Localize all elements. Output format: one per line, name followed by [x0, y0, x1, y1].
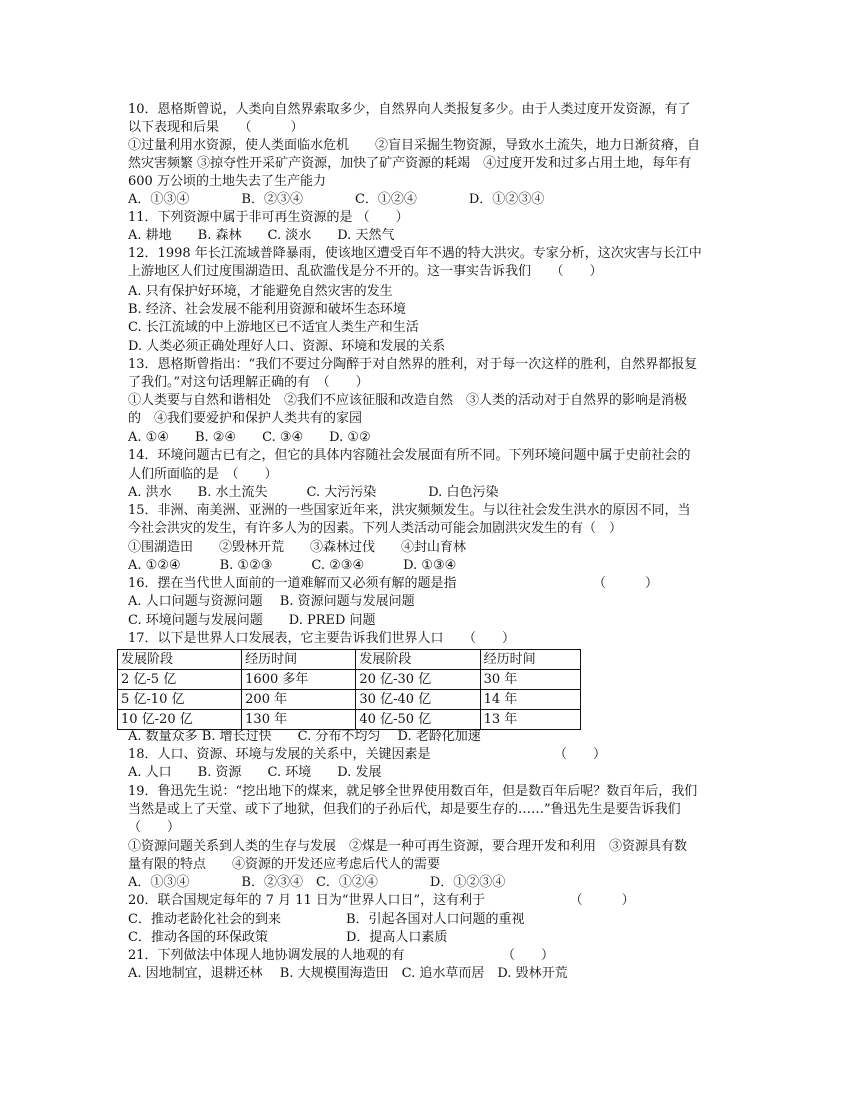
table-cell: 130 年 [242, 710, 356, 730]
population-table [117, 649, 581, 730]
q16-options-2: C. 环境问题与发展问题 D. PRED 问题 [128, 613, 376, 628]
table-header-cell: 经历时间 [480, 650, 580, 670]
q12-option-b: B. 经济、社会发展不能利用资源和破坏生态环境 [128, 302, 406, 317]
table-cell: 10 亿-20 亿 [118, 710, 242, 730]
q11-stem: 11．下列资源中属于非可再生资源的是 （ ） [128, 210, 409, 225]
q10-line-1: 10．恩格斯曾说，人类向自然界索取多少，自然界向人类报复多少。由于人类过度开发资源，有了 [128, 102, 691, 117]
q19-options: A．①③④ B．②③④ C．①②④ D．①②③④ [128, 875, 506, 890]
q20-options-2: C．推动各国的环保政策 D．提高人口素质 [128, 930, 448, 945]
q16-options-1: A. 人口问题与资源问题 B. 资源问题与发展问题 [128, 594, 415, 609]
table-row [118, 710, 581, 730]
q10-line-4: 然灾害频繁 ③掠夺性开采矿产资源，加快了矿产资源的耗竭 ④过度开发和过多占用土地，每年有 [128, 156, 692, 171]
q21-options: A. 因地制宜，退耕还林 B. 大规模围海造田 C. 追水草而居 D. 毁林开荒 [128, 966, 568, 981]
table-cell: 1600 多年 [242, 670, 356, 690]
q18-stem: 18．人口、资源、环境与发展的关系中，关键因素是 （ ） [128, 747, 607, 762]
q17-stem: 17．以下是世界人口发展表，它主要告诉我们世界人口 （ ） [128, 631, 516, 646]
q15-options: A. ①②④ B. ①②③ C. ②③④ D. ①③④ [128, 558, 457, 573]
table-header-cell: 发展阶段 [356, 650, 480, 670]
table-cell: 30 亿-40 亿 [356, 690, 480, 710]
q20-stem: 20．联合国规定每年的 7 月 11 日为“世界人口日”，这有利于 （ ） [128, 893, 635, 908]
q13-line-3: ①人类要与自然和谐相处 ②我们不应该征服和改造自然 ③人类的活动对于自然界的影响是消极 [128, 393, 688, 408]
q15-line-3: ①围湖造田 ②毁林开荒 ③森林过伐 ④封山育林 [128, 540, 467, 555]
q15-line-2: 今社会洪灾的发生，有许多人为的因素。下列人类活动可能会加剧洪灾发生的有（ ） [128, 521, 623, 536]
q11-options: A. 耕地 B. 森林 C. 淡水 D. 天然气 [128, 228, 395, 243]
q12-option-d: D. 人类必须正确处理好人口、资源、环境和发展的关系 [128, 339, 446, 354]
table-cell: 200 年 [242, 690, 356, 710]
q10-line-2: 以下表现和后果 （ ） [128, 120, 304, 135]
q12-option-c: C. 长江流域的中上游地区已不适宜人类生产和生活 [128, 320, 419, 335]
q12-line-1: 12．1998 年长江流域普降暴雨，使该地区遭受百年不遇的特大洪灾。专家分析，这次灾害与长江中 [128, 246, 702, 261]
table-header-cell: 发展阶段 [118, 650, 242, 670]
table-cell: 2 亿-5 亿 [118, 670, 242, 690]
table-row [118, 690, 581, 710]
table-cell: 14 年 [480, 690, 580, 710]
q10-line-3: ①过量利用水资源，使人类面临水危机 ②盲目采掘生物资源，导致水土流失，地力日渐贫瘠，自 [128, 138, 701, 153]
table-header-cell: 经历时间 [242, 650, 356, 670]
q15-line-1: 15．非洲、南美洲、亚洲的一些国家近年来，洪灾频频发生。与以往社会发生洪水的原因不同，当 [128, 503, 691, 518]
q10-options: A．①③④ B．②③④ C．①②④ D．①②③④ [128, 192, 545, 207]
table-cell: 40 亿-50 亿 [356, 710, 480, 730]
q13-line-4: 的 ④我们要爱护和保护人类共有的家园 [128, 411, 363, 426]
q19-line-4: ①资源问题关系到人类的生存与发展 ②煤是一种可再生资源，要合理开发和利用 ③资源具有数 [128, 839, 688, 854]
q14-line-1: 14．环境问题古已有之，但它的具体内容随社会发展面有所不同。下列环境问题中属于史前社会的 [128, 448, 691, 463]
q20-options-1: C．推动老龄化社会的到来 B．引起各国对人口问题的重视 [128, 912, 525, 927]
q19-line-5: 量有限的特点 ④资源的开发还应考虑后代人的需要 [128, 857, 441, 872]
q12-line-2: 上游地区人们过度围湖造田、乱砍滥伐是分不开的。这一事实告诉我们 （ ） [128, 264, 603, 279]
q19-line-1: 19．鲁迅先生说：“挖出地下的煤来，就足够全世界使用数百年，但是数百年后呢？数百年后，我们 [128, 784, 698, 799]
table-cell: 30 年 [480, 670, 580, 690]
q21-stem: 21．下列做法中体现人地协调发展的人地观的有 （ ） [128, 948, 555, 963]
q19-line-2: 当然是或上了天堂、或下了地狱，但我们的子孙后代，却是要生存的……”鲁迅先生是要告诉我们 [128, 802, 681, 817]
q18-options: A. 人口 B. 资源 C. 环境 D. 发展 [128, 765, 382, 780]
q17-options: A. 数量众多 B. 增长过快 C. 分布不均匀 D. 老龄化加速 [128, 729, 481, 744]
table-row [118, 670, 581, 690]
table-header-row [118, 650, 581, 670]
q14-options: A. 洪水 B. 水土流失 C. 大污污染 D. 白色污染 [128, 485, 499, 500]
q16-stem: 16．摆在当代世人面前的一道难解而又必须有解的题是指 （ ） [128, 576, 659, 591]
q19-line-3: （ ） [128, 820, 181, 835]
q10-line-5: 600 万公顷的土地失去了生产能力 [128, 174, 326, 189]
q13-line-1: 13．恩格斯曾指出：“我们不要过分陶醉于对自然界的胜利，对于每一次这样的胜利，自然界都报复 [128, 357, 698, 372]
table-cell: 5 亿-10 亿 [118, 690, 242, 710]
q12-option-a: A. 只有保护好环境，才能避免自然灾害的发生 [128, 284, 393, 299]
q13-options: A. ①④ B. ②④ C. ③④ D. ①② [128, 430, 371, 445]
q14-line-2: 人们所面临的是 （ ） [128, 467, 278, 482]
table-cell: 13 年 [480, 710, 580, 730]
q13-line-2: 了我们。”对这句话理解正确的有 （ ） [128, 375, 369, 390]
table-cell: 20 亿-30 亿 [356, 670, 480, 690]
